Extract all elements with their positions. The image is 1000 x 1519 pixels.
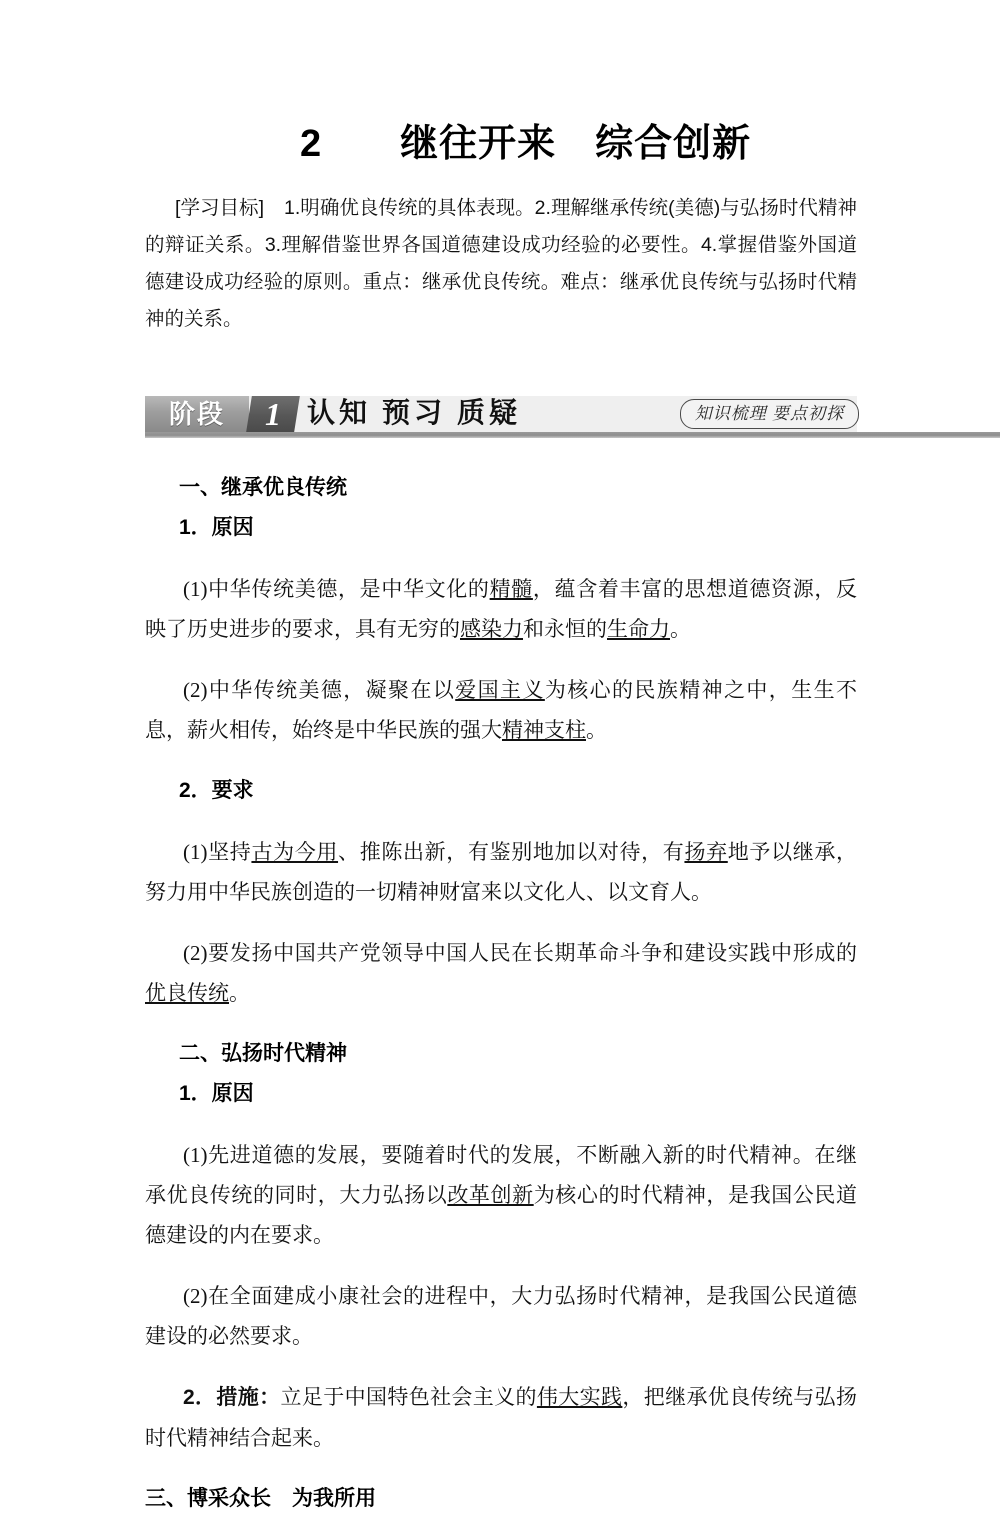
text-run: 和永恒的 xyxy=(523,617,607,641)
paragraph-1-1-2 xyxy=(145,670,857,750)
underlined-term: 伟大实践 xyxy=(536,1385,623,1409)
stage-subtitle: 认知 预习 质疑 xyxy=(307,398,522,429)
text-run: ，蕴含着丰富的思想道德资源，反映了历史进步的要求，具有无穷的 xyxy=(145,577,858,641)
stage-side-badge: 知识梳理 要点初探 xyxy=(680,399,859,429)
paragraph-2-2 xyxy=(145,1377,857,1458)
paragraph-1-2-2 xyxy=(145,933,857,1013)
section-heading-2: 二、弘扬时代精神 xyxy=(179,1042,347,1065)
text-run: (2)中华传统美德，凝聚在以 xyxy=(183,678,456,702)
section-heading-3: 三、博采众长 为我所用 xyxy=(145,1487,376,1510)
underlined-term: 优良传统 xyxy=(145,981,229,1005)
text-run: 。 xyxy=(229,981,250,1005)
text-run: 为核心的民族精神之中，生生不息，薪火相传，始终是中华民族的强大 xyxy=(145,678,857,742)
banner-rule xyxy=(145,432,1000,438)
underlined-term: 扬弃 xyxy=(684,840,728,864)
item-heading-2-1: 1．原因 xyxy=(179,1082,254,1105)
text-run: (1)中华传统美德，是中华文化的 xyxy=(183,577,490,601)
underlined-term: 古为今用 xyxy=(251,840,339,864)
text-run: 立足于中国特色社会主义的 xyxy=(280,1385,537,1409)
stage-banner xyxy=(145,396,857,438)
text-run: ，把继承优良传统与弘扬时代精神结合起来。 xyxy=(145,1385,858,1450)
body-content xyxy=(145,468,857,1519)
item-heading-2-2: 2．措施： xyxy=(183,1386,281,1409)
text-run: 为核心的时代精神，是我国公民道德建设的内在要求。 xyxy=(145,1183,857,1247)
paragraph-2-1-2: (2)在全面建成小康社会的进程中，大力弘扬时代精神，是我国公民道德建设的必然要求。 xyxy=(145,1284,857,1348)
item-heading-1-2: 2．要求 xyxy=(179,779,254,802)
learning-objectives xyxy=(145,190,857,338)
page-title: 2 继往开来 综合创新 xyxy=(300,123,752,165)
underlined-term: 生命力 xyxy=(607,617,670,641)
learning-objectives-body: 1.明确优良传统的具体表现。2.理解继承传统(美德)与弘扬时代精神的辩证关系。3.理解借鉴世界各国道德建设成功经验的必要性。4.掌握借鉴外国道德建设成功经验的原则。重点：继承优良传统。难点：继承优良传统与弘扬时代精神的关系。 xyxy=(145,197,857,330)
item-heading-1-1: 1．原因 xyxy=(179,516,254,539)
text-run: 。 xyxy=(586,718,607,742)
paragraph-1-1-1 xyxy=(145,569,857,649)
stage-number-badge xyxy=(246,396,300,432)
text-run: 地予以继承，努力用中华民族创造的一切精神财富来以文化人、以文育人。 xyxy=(145,840,858,904)
learning-objectives-label: [学习目标] xyxy=(175,197,264,219)
text-run: 、推陈出新，有鉴别地加以对待，有 xyxy=(338,840,685,864)
underlined-term: 精髓 xyxy=(489,577,533,601)
paragraph-1-2-1 xyxy=(145,832,857,912)
underlined-term: 爱国主义 xyxy=(455,678,545,702)
underlined-term: 精神支柱 xyxy=(502,718,586,742)
text-run: (2)要发扬中国共产党领导中国人民在长期革命斗争和建设实践中形成的 xyxy=(183,941,857,965)
underlined-term: 感染力 xyxy=(460,617,523,641)
underlined-term: 改革创新 xyxy=(447,1183,534,1207)
paragraph-2-1-1 xyxy=(145,1135,857,1255)
stage-number: 1 xyxy=(265,396,281,432)
text-run: 。 xyxy=(670,617,691,641)
stage-label: 阶段 xyxy=(145,396,249,432)
text-run: (1)坚持 xyxy=(183,840,252,864)
section-heading-1: 一、继承优良传统 xyxy=(179,476,347,499)
text-run: (1)先进道德的发展，要随着时代的发展，不断融入新的时代精神。在继承优良传统的同时，大力弘扬以 xyxy=(145,1143,857,1207)
